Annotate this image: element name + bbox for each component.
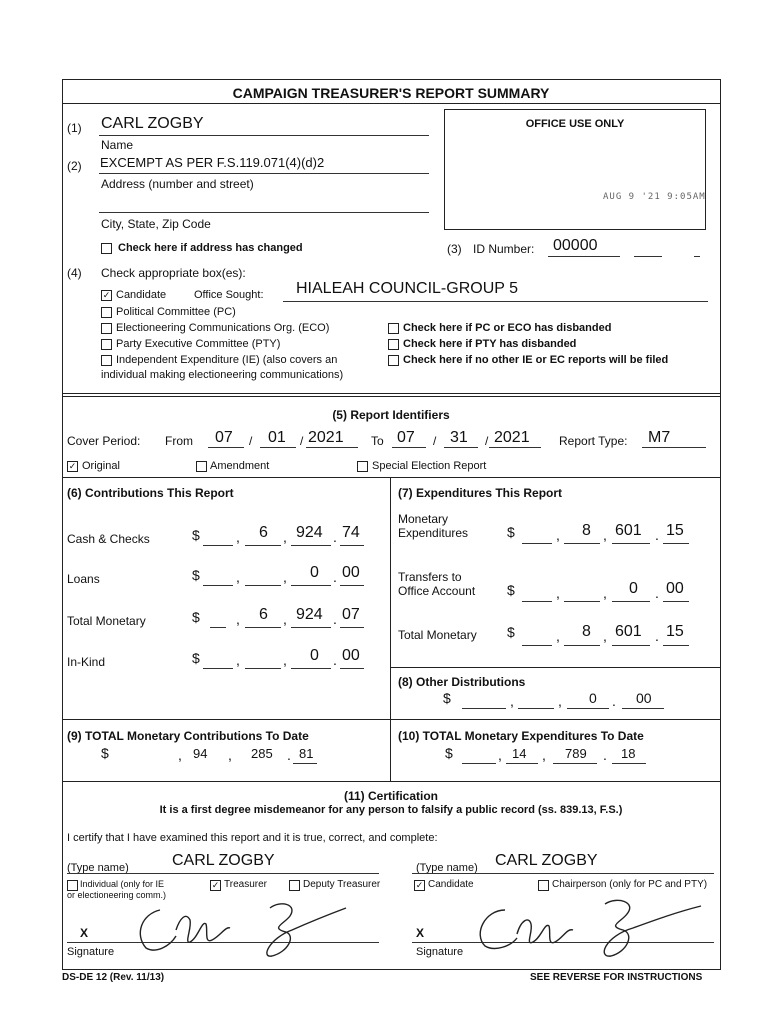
transfers-u3 <box>612 601 650 602</box>
center-divider-middle <box>390 719 391 781</box>
cash-comma: , <box>236 529 240 545</box>
ie-label-line-1: Independent Expenditure (IE) (also covers an <box>116 354 338 366</box>
ie-checkbox[interactable] <box>101 355 112 366</box>
transfers-u4 <box>663 601 689 602</box>
office-use-label: OFFICE USE ONLY <box>525 118 625 130</box>
etd-comma: , <box>498 747 502 763</box>
transfers-c: 00 <box>666 580 684 597</box>
name-label: Name <box>101 138 134 152</box>
monetary-u2 <box>564 543 600 544</box>
sig-candidate-label: Candidate <box>428 879 474 890</box>
section-7-8-divider <box>390 667 720 668</box>
ctd-c: 81 <box>299 746 314 761</box>
right-signature-label: Signature <box>416 946 464 958</box>
section-8-divider <box>62 719 720 720</box>
cash-u4 <box>340 545 364 546</box>
other-dollar: $ <box>443 690 451 706</box>
loans-comma-2: , <box>283 569 287 585</box>
loans-label: Loans <box>67 572 100 586</box>
exp-total-c: 15 <box>666 623 684 640</box>
individual-label-1: Individual (only for IE <box>80 879 165 889</box>
pc-label: Political Committee (PC) <box>116 306 236 318</box>
total-c: 07 <box>342 606 360 623</box>
to-slash-2: / <box>485 434 489 448</box>
address-label: Address (number and street) <box>101 177 254 191</box>
cash-comma-2: , <box>283 529 287 545</box>
ctd-b: 285 <box>251 746 273 761</box>
monetary-comma: , <box>556 527 560 543</box>
cash-c: 74 <box>342 524 360 541</box>
pc-checkbox[interactable] <box>101 307 112 318</box>
form-title: CAMPAIGN TREASURER'S REPORT SUMMARY <box>232 85 550 101</box>
inkind-u2 <box>245 668 281 669</box>
treasurer-label: Treasurer <box>224 879 267 890</box>
other-dot: . <box>612 693 616 709</box>
id-number-underline-3 <box>694 256 700 257</box>
cash-u1 <box>203 545 233 546</box>
left-type-name-underline <box>67 873 379 874</box>
left-signature-label: Signature <box>67 946 115 958</box>
loans-comma: , <box>236 569 240 585</box>
total-u2 <box>245 627 281 628</box>
loans-dot: . <box>333 569 337 585</box>
eco-checkbox[interactable] <box>101 323 112 334</box>
id-number-underline-2 <box>634 256 662 257</box>
section-7-title: (7) Expenditures This Report <box>398 486 563 500</box>
form-number: DS-DE 12 (Rev. 11/13) <box>62 972 165 983</box>
section-9-title: (9) TOTAL Monetary Contributions To Date <box>67 729 309 743</box>
exp-total-label: Total Monetary <box>398 628 477 642</box>
etd-comma-2: , <box>542 747 546 763</box>
report-type-underline <box>642 447 706 448</box>
other-b: 0 <box>589 690 597 706</box>
other-u1 <box>462 708 506 709</box>
exp-total-dot: . <box>655 628 659 644</box>
section-2-number: (2) <box>67 159 82 173</box>
office-sought-underline <box>283 301 708 302</box>
eco-label: Electioneering Communications Org. (ECO) <box>116 322 330 334</box>
exp-total-a: 8 <box>582 623 591 640</box>
from-year-underline <box>306 447 358 448</box>
section-10-divider <box>62 781 720 782</box>
total-a: 6 <box>259 606 268 623</box>
in-kind-label: In-Kind <box>67 655 106 669</box>
inkind-b: 0 <box>310 647 319 664</box>
cash-u3 <box>291 545 331 546</box>
exp-total-comma: , <box>556 628 560 644</box>
other-u4 <box>622 708 664 709</box>
address-underline <box>99 173 429 174</box>
inkind-c: 00 <box>342 647 360 664</box>
cash-checks-label: Cash & Checks <box>67 532 150 546</box>
transfers-dollar: $ <box>507 582 515 598</box>
office-use-stamp: AUG 9 '21 9:05AM <box>603 192 706 202</box>
report-type-label: Report Type: <box>559 434 628 448</box>
amendment-label: Amendment <box>210 460 270 472</box>
candidate-signature <box>455 890 705 960</box>
from-year: 2021 <box>308 429 344 446</box>
left-x-mark: X <box>80 926 89 940</box>
transfers-u2 <box>564 601 600 602</box>
address-value: EXCEMPT AS PER F.S.119.071(4)(d)2 <box>100 155 325 170</box>
total-u4 <box>340 627 364 628</box>
to-day: 31 <box>450 429 468 446</box>
total-u3 <box>291 627 331 628</box>
inkind-comma-2: , <box>283 652 287 668</box>
transfers-b: 0 <box>629 580 638 597</box>
transfers-dot: . <box>655 585 659 601</box>
monetary-u1 <box>522 543 552 544</box>
etd-dollar: $ <box>445 745 453 761</box>
inkind-dot: . <box>333 652 337 668</box>
inkind-dollar: $ <box>192 650 200 666</box>
to-year: 2021 <box>494 429 530 446</box>
original-checkbox[interactable]: ✓ <box>68 461 77 471</box>
inkind-u1 <box>203 668 233 669</box>
transfers-comma: , <box>556 585 560 601</box>
monetary-u4 <box>663 543 689 544</box>
title-divider <box>62 103 720 104</box>
cash-u2 <box>245 545 281 546</box>
left-type-name-label: (Type name) <box>67 862 129 874</box>
total-dot: . <box>333 611 337 627</box>
inkind-u4 <box>340 668 364 669</box>
loans-u4 <box>340 585 364 586</box>
city-underline <box>99 212 429 213</box>
exp-total-u2 <box>564 645 600 646</box>
treasurer-signature <box>120 890 350 960</box>
etd-c: 18 <box>621 746 636 761</box>
reverse-instructions: SEE REVERSE FOR INSTRUCTIONS <box>530 972 703 983</box>
left-typed-name: CARL ZOGBY <box>172 852 275 869</box>
etd-u3 <box>553 763 597 764</box>
exp-total-comma-2: , <box>603 628 607 644</box>
monetary-exp-label-2: Expenditures <box>398 526 469 540</box>
etd-u4 <box>612 763 646 764</box>
total-comma-2: , <box>283 611 287 627</box>
id-number-label: ID Number: <box>473 242 535 256</box>
monetary-comma-2: , <box>603 527 607 543</box>
etd-u1 <box>462 763 496 764</box>
cash-dollar: $ <box>192 527 200 543</box>
office-sought-value: HIALEAH COUNCIL-GROUP 5 <box>296 280 518 297</box>
loans-c: 00 <box>342 564 360 581</box>
cover-period-label: Cover Period: <box>67 434 141 448</box>
pc-eco-disbanded-label: Check here if PC or ECO has disbanded <box>403 322 612 334</box>
city-label: City, State, Zip Code <box>101 217 211 231</box>
ctd-comma: , <box>178 747 182 763</box>
section-3-number: (3) <box>447 242 462 256</box>
certify-statement: I certify that I have examined this report and it is true, correct, and complete: <box>67 832 438 844</box>
special-election-label: Special Election Report <box>372 460 487 472</box>
etd-b: 789 <box>565 746 587 761</box>
center-divider-upper <box>390 477 391 719</box>
transfers-label-2: Office Account <box>398 584 476 598</box>
amendment-checkbox[interactable] <box>196 461 207 472</box>
to-slash-1: / <box>433 434 437 448</box>
loans-u1 <box>203 585 233 586</box>
to-day-underline <box>444 447 478 448</box>
monetary-u3 <box>612 543 650 544</box>
from-day: 01 <box>268 429 286 446</box>
id-number-value: 00000 <box>553 237 598 254</box>
candidate-checkbox[interactable]: ✓ <box>102 290 111 300</box>
id-number-underline <box>548 256 620 257</box>
no-other-reports-label: Check here if no other IE or EC reports will be filed <box>403 354 669 366</box>
etd-a: 14 <box>512 746 527 761</box>
loans-u3 <box>291 585 331 586</box>
monetary-b: 601 <box>615 522 642 539</box>
report-type-value: M7 <box>648 429 671 446</box>
section-10-title: (10) TOTAL Monetary Expenditures To Date <box>398 729 644 743</box>
loans-b: 0 <box>310 564 319 581</box>
to-month-underline <box>392 447 426 448</box>
from-slash-2: / <box>300 434 304 448</box>
candidate-label: Candidate <box>116 289 167 301</box>
other-c: 00 <box>636 690 652 706</box>
right-type-name-label: (Type name) <box>416 862 478 874</box>
total-monetary-label: Total Monetary <box>67 614 146 628</box>
right-typed-name: CARL ZOGBY <box>495 852 598 869</box>
name-underline <box>99 135 429 136</box>
pty-checkbox[interactable] <box>101 339 112 350</box>
section-4-label: Check appropriate box(es): <box>101 266 246 280</box>
pty-disbanded-checkbox[interactable] <box>388 339 399 350</box>
ctd-dollar: $ <box>101 745 109 761</box>
from-month-underline <box>208 447 244 448</box>
to-label: To <box>371 434 384 448</box>
other-comma: , <box>510 693 514 709</box>
other-comma-2: , <box>558 693 562 709</box>
chairperson-label: Chairperson (only for PC and PTY) <box>552 879 708 890</box>
cash-dot: . <box>333 529 337 545</box>
pc-eco-disbanded-checkbox[interactable] <box>388 323 399 334</box>
total-b: 924 <box>296 606 323 623</box>
total-comma: , <box>236 611 240 627</box>
section-5-divider <box>62 477 720 478</box>
sig-candidate-checkbox[interactable]: ✓ <box>415 880 424 890</box>
total-u1 <box>210 627 226 628</box>
candidate-name-value: CARL ZOGBY <box>101 115 204 132</box>
misdemeanor-warning: It is a first degree misdemeanor for any person to falsify a public record (ss. 839.13, F.S.) <box>159 804 623 816</box>
individual-label-2: or electioneering comm.) <box>67 890 167 900</box>
ctd-a: 94 <box>193 746 208 761</box>
pty-disbanded-label: Check here if PTY has disbanded <box>403 338 577 350</box>
loans-u2 <box>245 585 281 586</box>
ie-label-line-2: individual making electioneering communications) <box>101 369 344 381</box>
section-4-number: (4) <box>67 266 82 280</box>
exp-total-b: 601 <box>615 623 642 640</box>
section-8-title: (8) Other Distributions <box>398 675 526 689</box>
cash-a: 6 <box>259 524 268 541</box>
ctd-dot: . <box>287 747 291 763</box>
original-label: Original <box>82 460 120 472</box>
inkind-u3 <box>291 668 331 669</box>
monetary-exp-label-1: Monetary <box>398 512 449 526</box>
treasurer-checkbox[interactable]: ✓ <box>211 880 220 890</box>
section-5-title: (5) Report Identifiers <box>332 408 450 422</box>
etd-dot: . <box>603 747 607 763</box>
transfers-label-1: Transfers to <box>398 570 462 584</box>
exp-total-dollar: $ <box>507 624 515 640</box>
office-sought-label: Office Sought: <box>194 289 264 301</box>
monetary-dot: . <box>655 527 659 543</box>
no-other-reports-checkbox[interactable] <box>388 355 399 366</box>
right-type-name-underline <box>412 873 714 874</box>
monetary-c: 15 <box>666 522 684 539</box>
exp-total-u3 <box>612 645 650 646</box>
from-label: From <box>165 434 193 448</box>
section-11-title: (11) Certification <box>343 789 439 803</box>
transfers-comma-2: , <box>603 585 607 601</box>
loans-dollar: $ <box>192 567 200 583</box>
right-x-mark: X <box>416 926 425 940</box>
inkind-comma: , <box>236 652 240 668</box>
ctd-comma-2: , <box>228 747 232 763</box>
to-month: 07 <box>397 429 415 446</box>
to-year-underline <box>489 447 541 448</box>
from-slash-1: / <box>249 434 253 448</box>
monetary-a: 8 <box>582 522 591 539</box>
other-u3 <box>567 708 609 709</box>
from-day-underline <box>260 447 296 448</box>
address-changed-checkbox[interactable] <box>101 243 112 254</box>
cash-b: 924 <box>296 524 323 541</box>
deputy-treasurer-label: Deputy Treasurer <box>303 879 381 890</box>
special-election-checkbox[interactable] <box>357 461 368 472</box>
exp-total-u1 <box>522 645 552 646</box>
ctd-u4 <box>293 763 317 764</box>
section-6-title: (6) Contributions This Report <box>67 486 234 500</box>
total-dollar: $ <box>192 609 200 625</box>
section-1-number: (1) <box>67 121 82 135</box>
pty-label: Party Executive Committee (PTY) <box>116 338 281 350</box>
exp-total-u4 <box>663 645 689 646</box>
other-u2 <box>518 708 554 709</box>
transfers-u1 <box>522 601 552 602</box>
section-4-divider-2 <box>62 396 720 397</box>
section-4-divider <box>62 393 720 394</box>
etd-u2 <box>506 763 538 764</box>
address-changed-label: Check here if address has changed <box>118 242 303 254</box>
from-month: 07 <box>215 429 233 446</box>
monetary-dollar: $ <box>507 524 515 540</box>
